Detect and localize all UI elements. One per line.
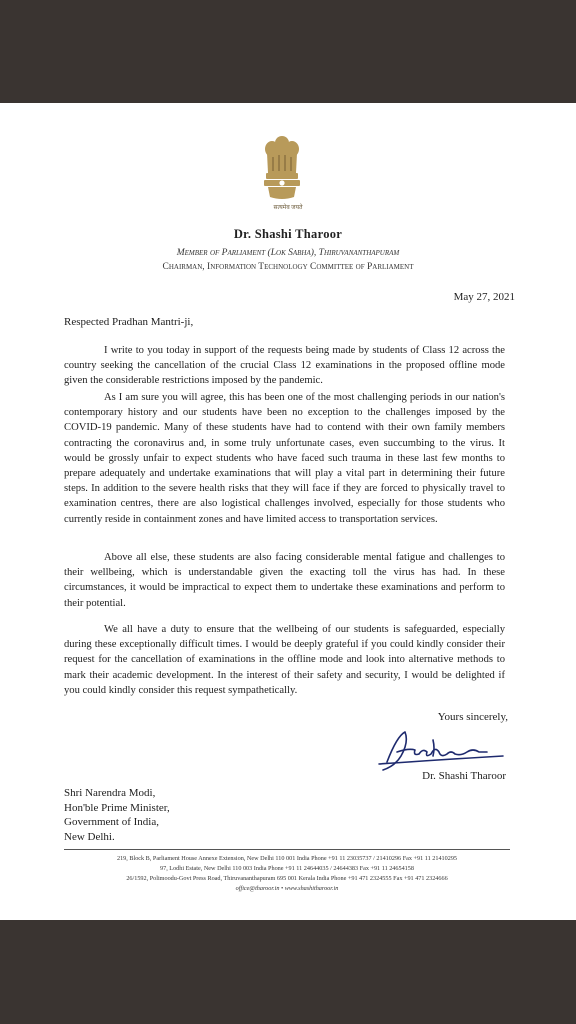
- recipient-line: Government of India,: [64, 816, 159, 829]
- footer-addresses: [64, 854, 510, 894]
- body-paragraph: As I am sure you will agree, this has been one of the most challenging periods in our nation's contemporary history and our students have been no exception to the challenges imposed by the COVID-19 pandemic. Many of these students have had to contend with their own family members contracting the coronavirus and, in some truly unfortunate cases, even succumbing to the virus. It would be grossly unfair to expect students who have faced such trauma in these last few months to prepare adequately and undertake examinations that will play a vital part in determining their future steps. In addition to the severe health risks that they will face if they are forced to physically travel to examination centres, there are also logistical challenges involved, especially for those students who currently reside in containment zones and have limited access to transportation services.: [64, 392, 505, 525]
- body-paragraph: We all have a duty to ensure that the wellbeing of our students is safeguarded, especially during these exceptionally difficult times. I would be deeply grateful if you could kindly consider their request for the cancellation of examinations in the offline mode and look into alternative methods to mark their academic development. In the interest of their safety and security, I would be delighted if you could kindly consider this request sympathetically.: [64, 624, 505, 696]
- letterhead-name: Dr. Shashi Tharoor: [233, 227, 343, 241]
- bottom-dark-band: [0, 920, 576, 1024]
- letterhead-committee: Chairman, Information Technology Committee of Parliament: [162, 262, 414, 272]
- footer-divider: [64, 849, 510, 850]
- body-paragraph: I write to you today in support of the requests being made by students of Class 12 across the country seeking the cancellation of the crucial Class 12 examinations in the proposed offline mode given the considerable restrictions imposed by the pandemic.: [64, 345, 505, 387]
- recipient-line: Shri Narendra Modi,: [64, 787, 156, 799]
- letter-date: May 27, 2021: [453, 291, 515, 303]
- letterhead-designation: Member of Parliament (Lok Sabha), Thiruvananthapuram: [176, 248, 400, 258]
- recipient-line: New Delhi.: [64, 830, 115, 843]
- emblem-motto: सत्यमेव जयते: [273, 205, 303, 211]
- footer-line: 219, Block B, Parliament House Annexe Extension, New Delhi 110 001 India Phone +91 11 23035737 / 21410296 Fax +91 11 21410295: [116, 855, 458, 862]
- salutation: Respected Pradhan Mantri-ji,: [64, 316, 194, 328]
- recipient-address: [64, 786, 170, 844]
- footer-line: 97, Lodhi Estate, New Delhi 110 003 India Phone +91 11 24644035 / 24644383 Fax +91 11 24654158: [160, 865, 414, 872]
- footer-contact: office@tharoor.in • www.shashitharoor.in: [235, 885, 339, 892]
- recipient-line: Hon'ble Prime Minister,: [64, 801, 170, 814]
- handwritten-signature: [375, 726, 515, 772]
- closing-line: Yours sincerely,: [437, 711, 508, 723]
- body-paragraph: Above all else, these students are also facing considerable mental fatigue and challenges to their wellbeing, which is understandable given the exacting toll the virus has had. In these circumstances, it would be impractical to expect them to undertake these examinations and perform to their potential.: [64, 552, 505, 609]
- top-dark-band: [0, 0, 576, 103]
- signatory-name: Dr. Shashi Tharoor: [422, 770, 506, 782]
- footer-line: 26/1592, Polimoodu-Govt Press Road, Thiruvananthapuram 695 001 Kerala India Phone +91 471 2324555 Fax +91 471 2324666: [126, 875, 448, 882]
- letter-page: [0, 103, 576, 920]
